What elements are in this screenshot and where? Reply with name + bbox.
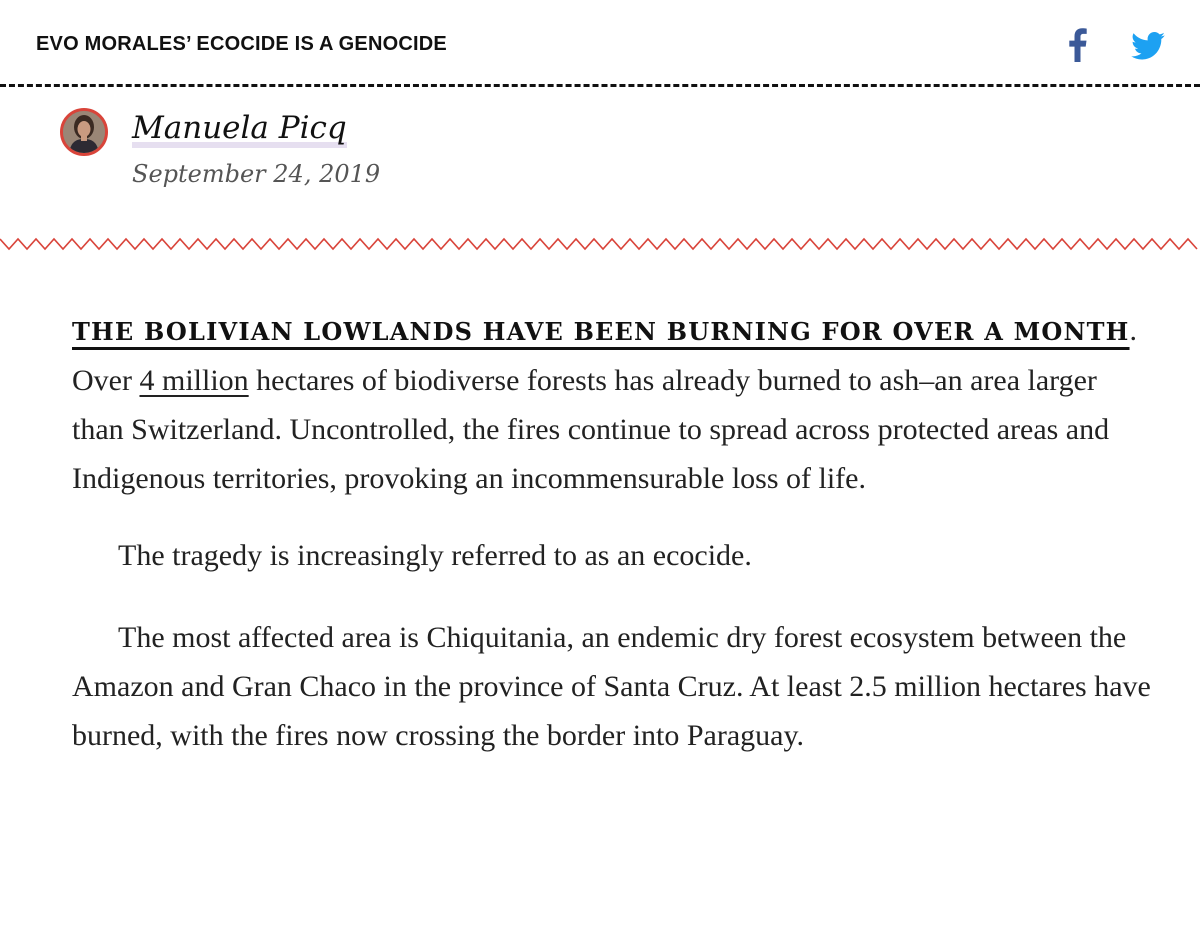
paragraph-1 xyxy=(72,306,1152,503)
four-million-link[interactable]: 4 million xyxy=(139,364,249,397)
author-photo xyxy=(63,111,105,153)
top-bar xyxy=(0,0,1200,86)
paragraph-2: The tragedy is increasingly referred to as an ecocide. xyxy=(118,539,752,572)
twitter-share-button[interactable] xyxy=(1131,32,1165,60)
twitter-icon xyxy=(1131,32,1165,60)
facebook-share-button[interactable] xyxy=(1066,28,1088,62)
paragraph-1-text-b: hectares of biodiverse forests has already burned to ash–an area larger than Switzerland. Uncontrolled, the fires continue to spread across protected areas and Indigenous territories, provoking an incommensurable loss of life. xyxy=(72,364,1110,495)
article-title: EVO MORALES’ ECOCIDE IS A GENOCIDE xyxy=(36,33,447,55)
author-name-link[interactable]: Manuela Picq xyxy=(132,110,347,146)
paragraph-1-text-a: . Over xyxy=(72,314,1138,397)
lead-in-link[interactable]: THE BOLIVIAN LOWLANDS HAVE BEEN BURNING FOR OVER A MONTH xyxy=(72,317,1130,346)
article-body xyxy=(72,306,1152,760)
author-avatar[interactable] xyxy=(60,108,108,156)
dashed-divider xyxy=(0,84,1200,87)
publish-date: September 24, 2019 xyxy=(132,160,381,188)
facebook-icon xyxy=(1066,28,1088,62)
zigzag-divider xyxy=(0,236,1200,252)
paragraph-3: The most affected area is Chiquitania, an endemic dry forest ecosystem between the Amazon and Gran Chaco in the province of Santa Cruz. At least 2.5 million hectares have burned, with the fires now crossing the border into Paraguay. xyxy=(72,621,1151,752)
author-byline xyxy=(60,108,660,198)
